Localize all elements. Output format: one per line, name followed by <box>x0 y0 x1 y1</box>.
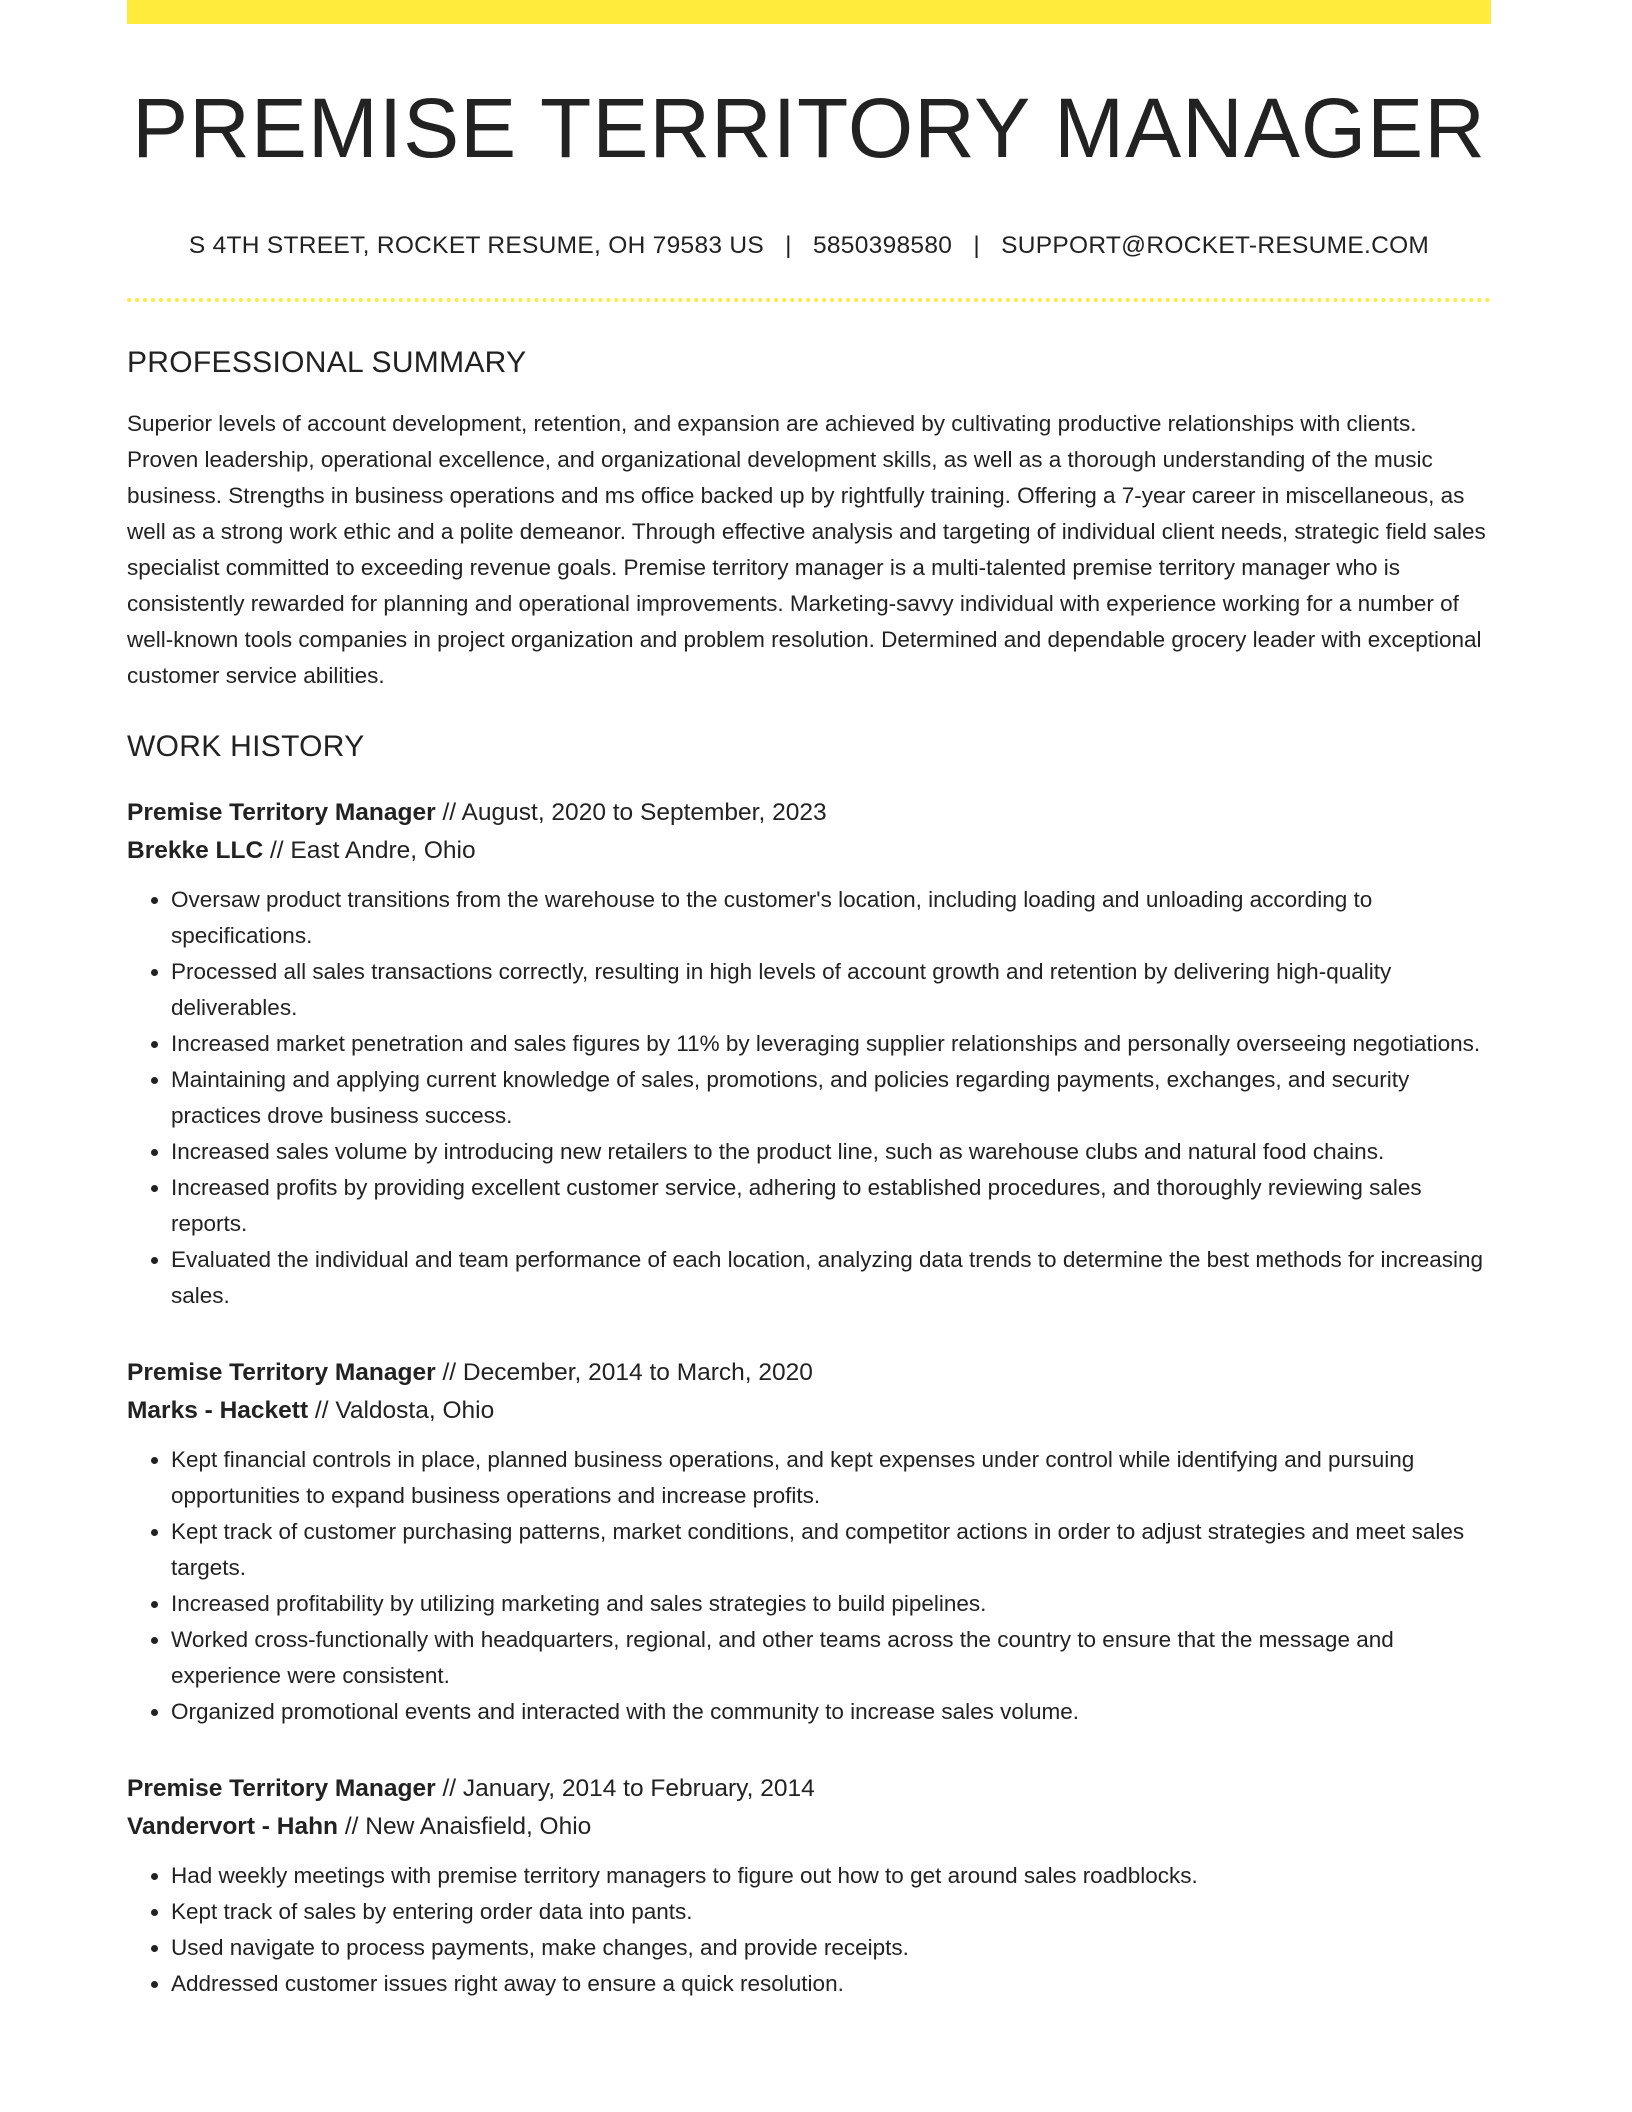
resume-page <box>127 0 1491 2002</box>
job-company: Brekke LLC <box>127 837 264 865</box>
job-company: Marks - Hackett <box>127 1397 309 1425</box>
job-title-line <box>127 1354 1491 1392</box>
job-bullet-list <box>127 1442 1491 1730</box>
contact-line <box>127 232 1491 260</box>
contact-separator: | <box>973 232 980 260</box>
job-title-line <box>127 1770 1491 1808</box>
job-entry <box>127 1770 1491 2002</box>
job-entry <box>127 1354 1491 1730</box>
job-bullet-list <box>127 882 1491 1314</box>
contact-separator: | <box>785 232 792 260</box>
accent-top-bar <box>127 0 1491 24</box>
job-dates: August, 2020 to September, 2023 <box>461 799 827 827</box>
resume-name: PREMISE TERRITORY MANAGER <box>132 81 1486 175</box>
job-dates: January, 2014 to February, 2014 <box>462 1775 815 1803</box>
summary-heading: PROFESSIONAL SUMMARY <box>127 346 527 380</box>
job-dates: December, 2014 to March, 2020 <box>462 1359 813 1387</box>
job-bullet: • Addressed customer issues right away to ensure a quick resolution. <box>171 1966 1491 2002</box>
contact-email[interactable]: SUPPORT@ROCKET-RESUME.COM <box>1001 232 1430 260</box>
job-position: Premise Territory Manager <box>127 1359 436 1387</box>
job-separator: // <box>435 1775 463 1803</box>
job-title-line <box>127 794 1491 832</box>
job-company: Vandervort - Hahn <box>127 1813 339 1841</box>
summary-text: Superior levels of account development, retention, and expansion are achieved by cultivating productive relationships with clients. Proven leadership, operational excellence, and organizational development skills, as well as a thorough understanding of the music business. Strengths in business operations and ms office backed up by rightfully training. Offering a 7-year career in miscellaneous, as well as a strong work ethic and a polite demeanor. Through effective analysis and targeting of individual client needs, strategic field sales specialist committed to exceeding revenue goals. Premise territory manager is a multi-talented premise territory manager who is consistently rewarded for planning and operational improvements. Marketing-savvy individual with experience working for a number of well-known tools companies in project organization and problem resolution. Determined and dependable grocery leader with exceptional customer service abilities. <box>127 411 1486 689</box>
job-company-line <box>127 1808 1491 1846</box>
job-bullet: • Used navigate to process payments, make changes, and provide receipts. <box>171 1930 1491 1966</box>
job-location: Valdosta, Ohio <box>335 1397 495 1425</box>
job-bullet: • Evaluated the individual and team performance of each location, analyzing data trends to determine the best methods for increasing sales. <box>171 1242 1491 1314</box>
job-separator: // <box>308 1397 336 1425</box>
job-company-line <box>127 1392 1491 1430</box>
job-bullet: • Worked cross-functionally with headquarters, regional, and other teams across the country to ensure that the message and experience were consistent. <box>171 1622 1491 1694</box>
job-list <box>127 794 1491 2002</box>
job-position: Premise Territory Manager <box>127 1775 436 1803</box>
dotted-divider <box>127 298 1491 302</box>
job-bullet: • Kept track of sales by entering order data into pants. <box>171 1894 1491 1930</box>
job-separator: // <box>435 1359 463 1387</box>
job-bullet-list <box>127 1858 1491 2002</box>
job-entry <box>127 794 1491 1314</box>
job-bullet: • Increased profits by providing excellent customer service, adhering to established procedures, and thoroughly reviewing sales reports. <box>171 1170 1491 1242</box>
job-separator: // <box>435 799 462 827</box>
job-bullet: • Kept track of customer purchasing patterns, market conditions, and competitor actions in order to adjust strategies and meet sales targets. <box>171 1514 1491 1586</box>
work-history-heading: WORK HISTORY <box>127 730 365 764</box>
job-bullet: • Increased sales volume by introducing new retailers to the product line, such as warehouse clubs and natural food chains. <box>171 1134 1491 1170</box>
job-bullet: • Increased profitability by utilizing marketing and sales strategies to build pipelines. <box>171 1586 1491 1622</box>
job-separator: // <box>338 1813 366 1841</box>
contact-address: S 4TH STREET, ROCKET RESUME, OH 79583 US <box>188 232 765 260</box>
job-location: East Andre, Ohio <box>290 837 476 865</box>
job-position: Premise Territory Manager <box>127 799 436 827</box>
job-separator: // <box>263 837 291 865</box>
job-company-line <box>127 832 1491 870</box>
job-location: New Anaisfield, Ohio <box>365 1813 592 1841</box>
job-bullet: • Kept financial controls in place, planned business operations, and kept expenses under control while identifying and pursuing opportunities to expand business operations and increase profits. <box>171 1442 1491 1514</box>
job-bullet: • Organized promotional events and interacted with the community to increase sales volume. <box>171 1694 1491 1730</box>
job-bullet: • Had weekly meetings with premise territory managers to figure out how to get around sales roadblocks. <box>171 1858 1491 1894</box>
job-bullet: • Oversaw product transitions from the warehouse to the customer's location, including loading and unloading according to specifications. <box>171 882 1491 954</box>
job-bullet: • Increased market penetration and sales figures by 11% by leveraging supplier relationships and personally overseeing negotiations. <box>171 1026 1491 1062</box>
job-bullet: • Maintaining and applying current knowledge of sales, promotions, and policies regarding payments, exchanges, and security practices drove business success. <box>171 1062 1491 1134</box>
job-bullet: • Processed all sales transactions correctly, resulting in high levels of account growth and retention by delivering high-quality deliverables. <box>171 954 1491 1026</box>
contact-phone[interactable]: 5850398580 <box>812 232 953 260</box>
